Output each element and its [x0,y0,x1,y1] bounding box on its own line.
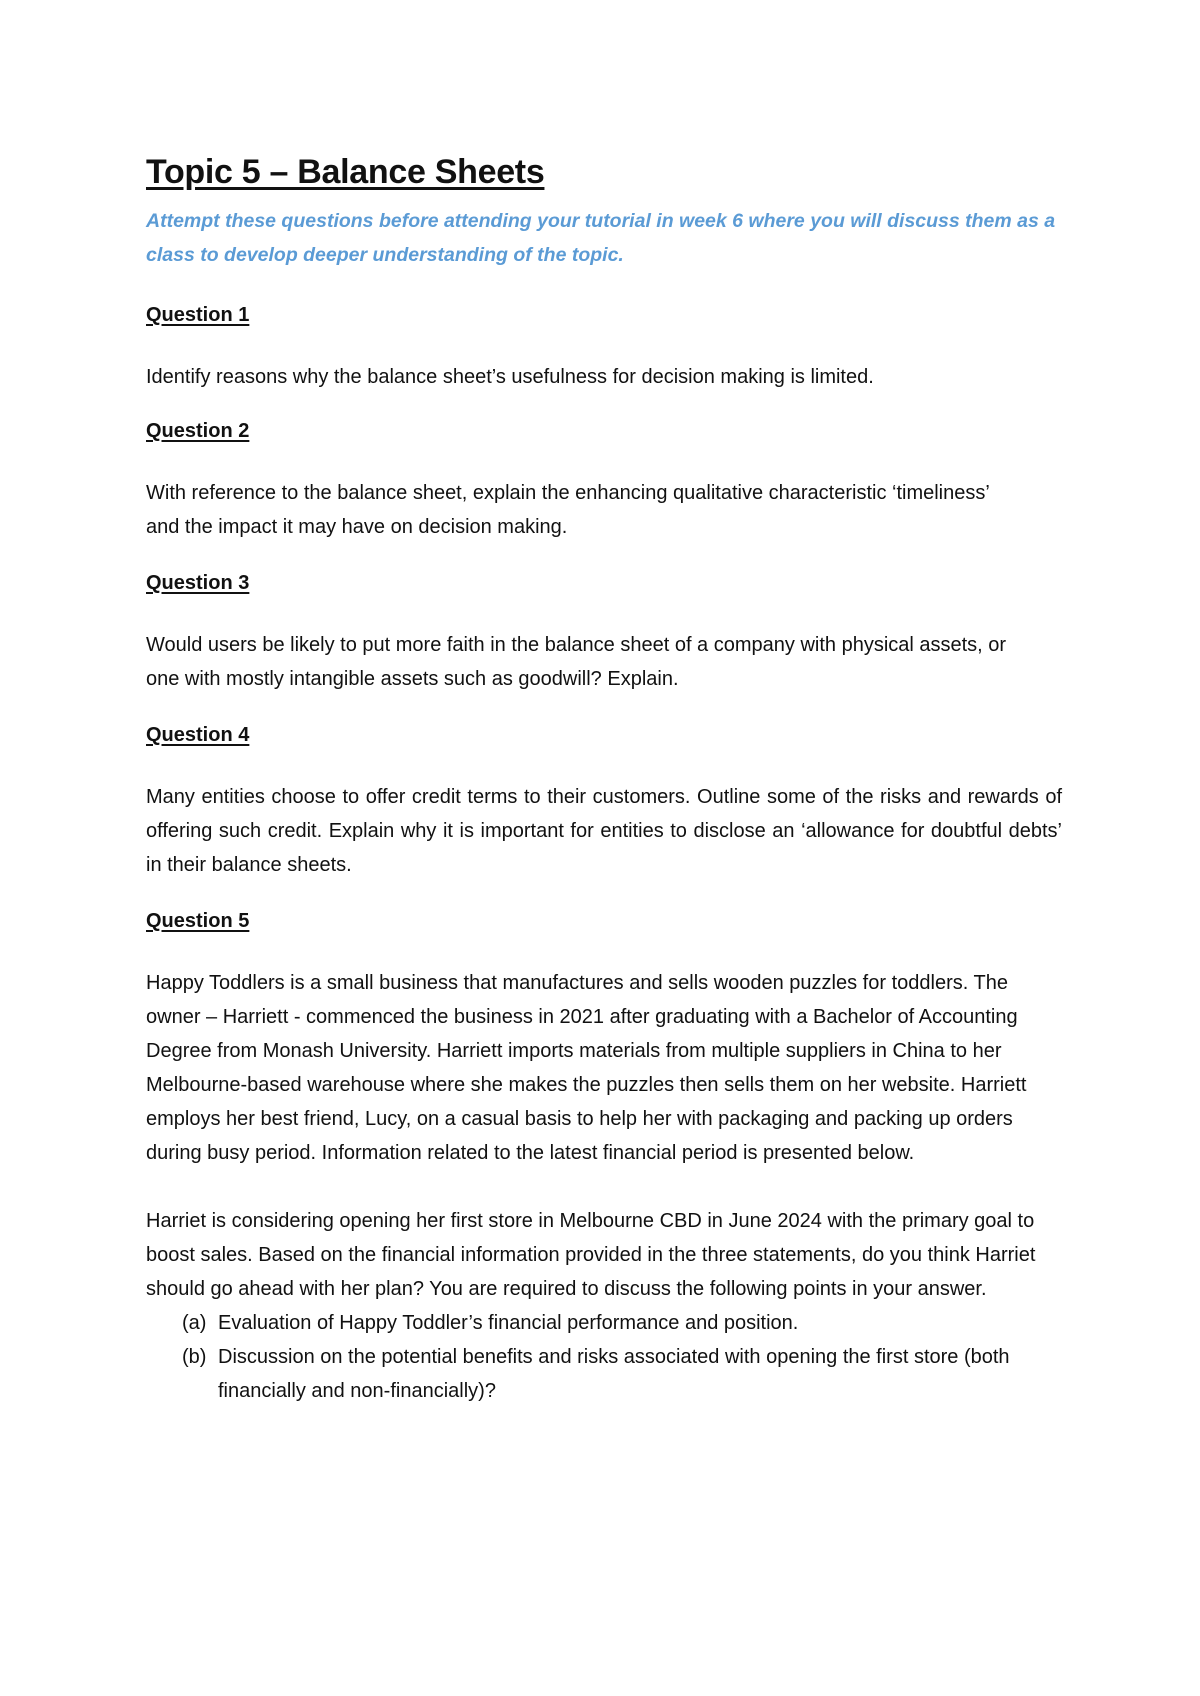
intro-instructions: Attempt these questions before attending your tutorial in week 6 where you will discuss them as a class to develop deeper understanding of the topic. [146,210,1056,266]
question-2 [146,416,1062,544]
list-item [182,1306,1062,1340]
list-item-marker: (a) [182,1312,207,1334]
question-1-text: Identify reasons why the balance sheet’s usefulness for decision making is limited. [146,366,874,388]
question-3 [146,568,1062,696]
question-4-text: Many entities choose to offer credit terms to their customers. Outline some of the risks and rewards of offering such credit. Explain why it is important for entities to disclose an ‘allowance for doubtful debts’ in their balance sheets. [146,786,1062,876]
question-5 [146,906,1062,1408]
question-5-heading: Question 5 [146,910,250,932]
question-4-heading: Question 4 [146,724,250,746]
page-title: Topic 5 – Balance Sheets [146,153,545,191]
question-5-paragraph-2: Harriet is considering opening her first store in Melbourne CBD in June 2024 with the primary goal to boost sales. Based on the financial information provided in the three statements, do you think Harriet should go ahead with her plan? You are required to discuss the following points in your answer. [146,1210,1036,1300]
question-1-heading: Question 1 [146,304,250,326]
question-5-paragraph-1: Happy Toddlers is a small business that manufactures and sells wooden puzzles for toddlers. The owner – Harriett - commenced the business in 2021 after graduating with a Bachelor of Accounting Degree from Monash University. Harriett imports materials from multiple suppliers in China to her Melbourne-based warehouse where she makes the puzzles then sells them on her website. Harriett employs her best friend, Lucy, on a casual basis to help her with packaging and packing up orders during busy period. Information related to the latest financial period is presented below. [146,972,1027,1164]
question-5-points-list [146,1306,1062,1408]
question-1 [146,300,1062,394]
list-item-marker: (b) [182,1346,207,1368]
list-item-text: Discussion on the potential benefits and risks associated with opening the first store (both financially and non-financially)? [218,1346,1010,1402]
document-page [146,150,1062,1408]
question-2-text: With reference to the balance sheet, explain the enhancing qualitative characteristic ‘timeliness’ and the impact it may have on decision making. [146,482,990,538]
question-3-heading: Question 3 [146,572,250,594]
question-3-text: Would users be likely to put more faith in the balance sheet of a company with physical assets, or one with mostly intangible assets such as goodwill? Explain. [146,634,1007,690]
question-4 [146,720,1062,882]
question-2-heading: Question 2 [146,420,250,442]
list-item-text: Evaluation of Happy Toddler’s financial performance and position. [218,1312,799,1334]
list-item [182,1340,1062,1408]
